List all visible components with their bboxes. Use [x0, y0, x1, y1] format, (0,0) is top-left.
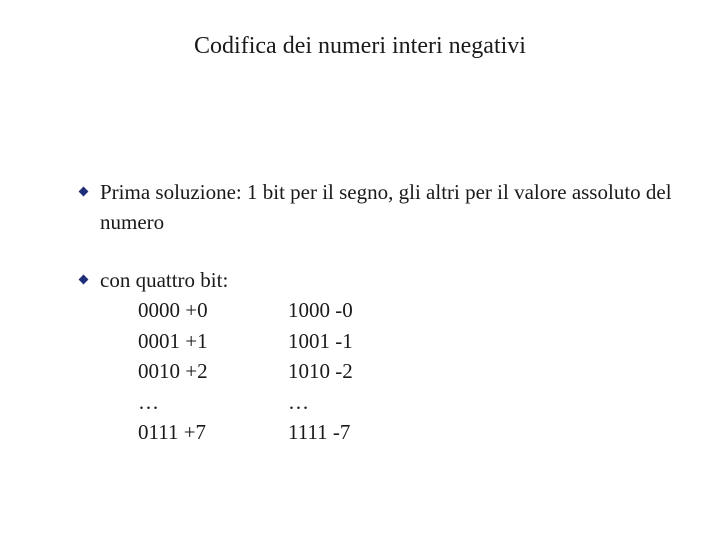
code-positive: …	[138, 389, 159, 414]
bullet-row	[78, 177, 678, 237]
bullet-row	[78, 265, 678, 295]
slide-title: Codifica dei numeri interi negativi	[194, 33, 526, 59]
diamond-bullet-icon	[79, 275, 89, 285]
code-negative: 1000 -0	[288, 298, 353, 322]
bullet-text: con quattro bit:	[100, 268, 229, 292]
diamond-bullet-icon	[79, 187, 89, 197]
bullet-item-quattro-bit	[78, 265, 678, 295]
code-positive: 0010 +2	[138, 359, 208, 383]
bullet-text: Prima soluzione: 1 bit per il segno, gli altri per il valore assoluto del numero	[100, 180, 672, 234]
code-positive: 0111 +7	[138, 420, 207, 444]
code-positive: 0001 +1	[138, 328, 208, 353]
code-negative: …	[288, 389, 309, 414]
code-negative: 1010 -2	[288, 359, 353, 383]
code-negative: 1001 -1	[288, 328, 353, 353]
code-negative: 1111 -7	[288, 420, 351, 444]
bullet-item-prima-soluzione	[78, 177, 678, 237]
code-positive: 0000 +0	[138, 298, 208, 322]
